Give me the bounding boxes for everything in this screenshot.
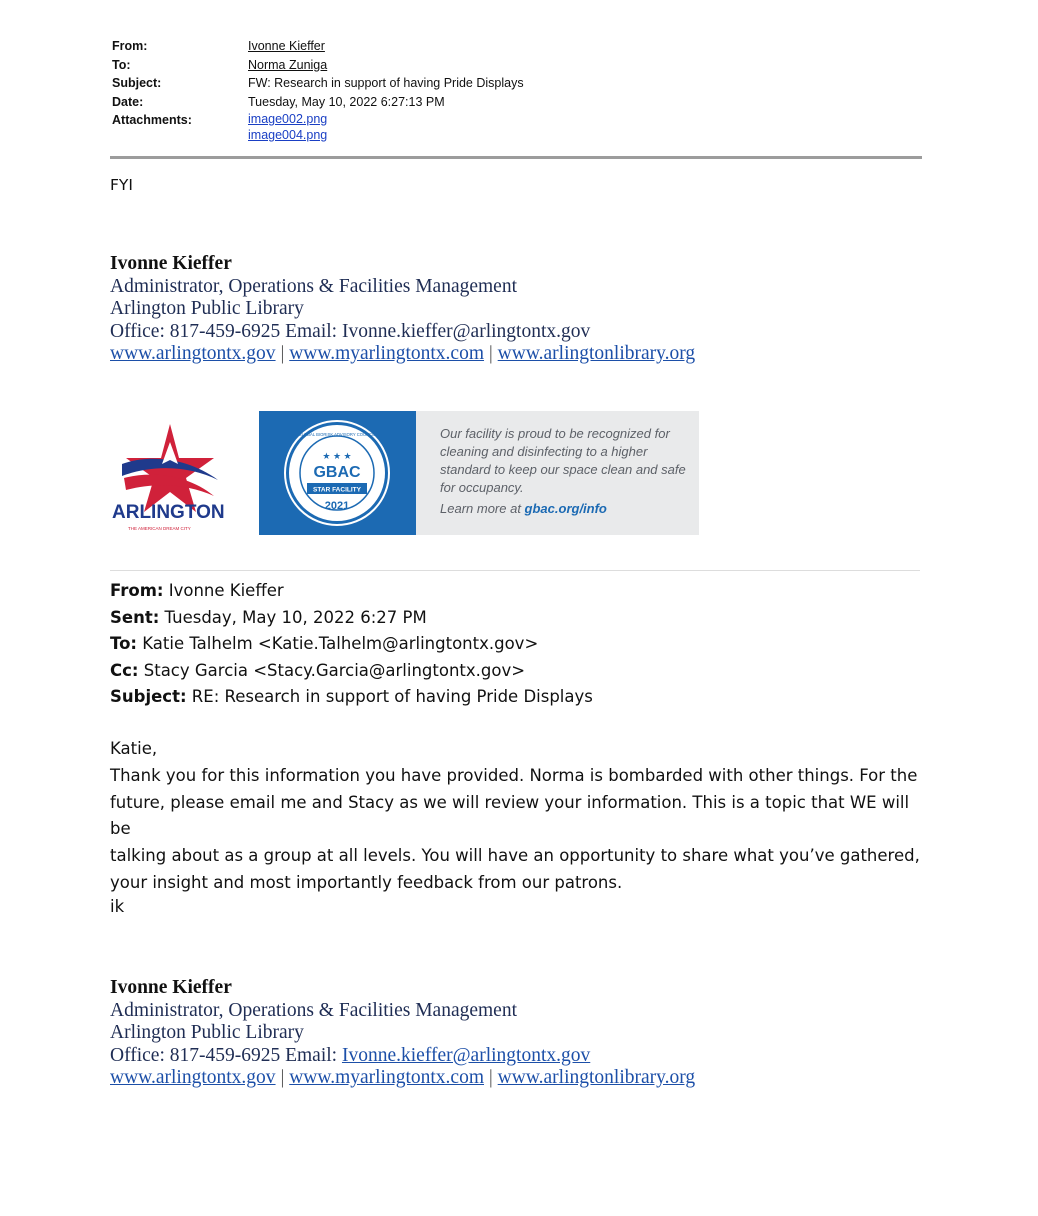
link-arlingtontx[interactable]: www.arlingtontx.gov xyxy=(110,1067,276,1088)
to-label: To: xyxy=(112,57,131,72)
message-line: future, please email me and Stacy as we will review your information. This is a topic that WE will be xyxy=(110,792,910,839)
gbac-learn-text: Learn more at xyxy=(440,501,525,516)
fwd-from-label: From: xyxy=(110,581,164,600)
fwd-sent-label: Sent: xyxy=(110,607,160,627)
gbac-description: Our facility is proud to be recognized for cleaning and disinfecting to a higher standard to keep our space clean and safe for occupancy. xyxy=(440,426,686,495)
link-arlingtonlibrary[interactable]: www.arlingtonlibrary.org xyxy=(497,343,696,364)
signature-name: Ivonne Kieffer xyxy=(110,253,232,274)
gbac-ring-text: GLOBAL BIORISK ADVISORY COUNCIL xyxy=(298,432,376,437)
to-link[interactable]: Norma Zuniga xyxy=(248,57,328,72)
subject-value: FW: Research in support of having Pride Displays xyxy=(248,76,524,90)
signature-links xyxy=(110,343,695,366)
gbac-learn-more xyxy=(440,501,607,516)
gbac-url: gbac.org/info xyxy=(524,501,607,516)
signature-name: Ivonne Kieffer xyxy=(110,977,232,998)
from-link[interactable]: Ivonne Kieffer xyxy=(248,39,325,53)
fwd-sent-row xyxy=(110,605,593,632)
message-greeting: Katie, xyxy=(110,739,158,758)
fwd-to-row xyxy=(110,631,593,658)
header-date-row xyxy=(112,93,524,112)
attachment-link[interactable]: image004.png xyxy=(248,128,328,142)
signature-office-text: Office: 817-459-6925 Email: xyxy=(110,320,342,342)
header-from-row xyxy=(112,37,524,56)
message-body xyxy=(110,736,930,897)
gbac-seal-icon xyxy=(259,411,416,535)
signature-office xyxy=(110,1045,695,1068)
header-divider xyxy=(110,156,922,159)
fwd-cc-value: Stacy Garcia <Stacy.Garcia@arlingtontx.gov> xyxy=(138,660,526,680)
subject-label: Subject: xyxy=(112,76,162,90)
signature-title: Administrator, Operations & Facilities Management xyxy=(110,275,518,297)
fwd-subject-row xyxy=(110,684,593,711)
gbac-word: GBAC xyxy=(313,464,361,481)
fwd-to-value: Katie Talhelm <Katie.Talhelm@arlingtontx.gov> xyxy=(137,634,539,653)
signature-email: Ivonne.kieffer@arlingtontx.gov xyxy=(341,320,591,342)
arlington-tagline: THE AMERICAN DREAM CITY xyxy=(128,526,191,531)
gbac-banner xyxy=(259,411,699,535)
message-line: your insight and most importantly feedback from our patrons. xyxy=(110,872,623,892)
email-header xyxy=(112,37,524,143)
header-to-row xyxy=(112,56,524,75)
svg-text:★ ★ ★: ★ ★ ★ xyxy=(322,451,352,461)
from-label: From: xyxy=(112,39,148,53)
signature-email-link[interactable]: Ivonne.kieffer@arlingtontx.gov xyxy=(341,1044,591,1066)
date-label: Date: xyxy=(112,94,144,109)
message-line: talking about as a group at all levels. You will have an opportunity to share what you’ve gathered, xyxy=(110,846,920,866)
link-separator: | xyxy=(488,343,493,364)
fwd-from-value: Ivonne Kieffer xyxy=(163,581,284,600)
message-line: Thank you for this information you have provided. Norma is bombarded with other things. For the xyxy=(110,765,918,785)
header-attachments-row xyxy=(112,111,524,143)
signature-title: Administrator, Operations & Facilities Management xyxy=(110,999,518,1021)
forward-divider xyxy=(110,570,920,571)
fwd-to-label: To: xyxy=(110,634,137,653)
arlington-star-icon xyxy=(110,420,236,536)
forwarded-header xyxy=(110,578,593,711)
fwd-sent-value: Tuesday, May 10, 2022 6:27 PM xyxy=(159,607,427,627)
gbac-year: 2021 xyxy=(324,500,350,512)
message-closing: ik xyxy=(110,897,125,916)
link-separator: | xyxy=(280,343,285,364)
signature-office-text: Office: 817-459-6925 Email: xyxy=(110,1044,342,1066)
fwd-cc-label: Cc: xyxy=(110,660,139,680)
arlington-wordmark: ARLINGTON xyxy=(112,502,225,523)
gbac-star-facility: STAR FACILITY xyxy=(313,486,361,494)
link-arlingtontx[interactable]: www.arlingtontx.gov xyxy=(110,343,276,364)
signature-block-2 xyxy=(110,977,695,1090)
signature-block xyxy=(110,253,695,366)
attachment-link[interactable]: image002.png xyxy=(248,112,328,126)
signature-office xyxy=(110,321,695,344)
link-arlingtonlibrary[interactable]: www.arlingtonlibrary.org xyxy=(497,1067,696,1088)
link-separator: | xyxy=(488,1067,493,1088)
date-value: Tuesday, May 10, 2022 6:27:13 PM xyxy=(248,94,445,109)
gbac-badge-panel xyxy=(259,411,416,535)
arlington-logo xyxy=(110,420,236,536)
fwd-from-row xyxy=(110,578,593,605)
link-myarlingtontx[interactable]: www.myarlingtontx.com xyxy=(289,1067,485,1088)
signature-links xyxy=(110,1067,695,1090)
fwd-subject-label: Subject: xyxy=(110,687,187,706)
signature-org: Arlington Public Library xyxy=(110,298,304,319)
attachments-list xyxy=(248,111,327,143)
header-subject-row xyxy=(112,74,524,93)
link-myarlingtontx[interactable]: www.myarlingtontx.com xyxy=(289,343,485,364)
attachments-label: Attachments: xyxy=(112,113,192,127)
fwd-cc-row xyxy=(110,658,593,685)
signature-org: Arlington Public Library xyxy=(110,1022,304,1043)
link-separator: | xyxy=(280,1067,285,1088)
fwd-subject-value: RE: Research in support of having Pride Displays xyxy=(186,687,593,706)
intro-text: FYI xyxy=(110,176,133,194)
